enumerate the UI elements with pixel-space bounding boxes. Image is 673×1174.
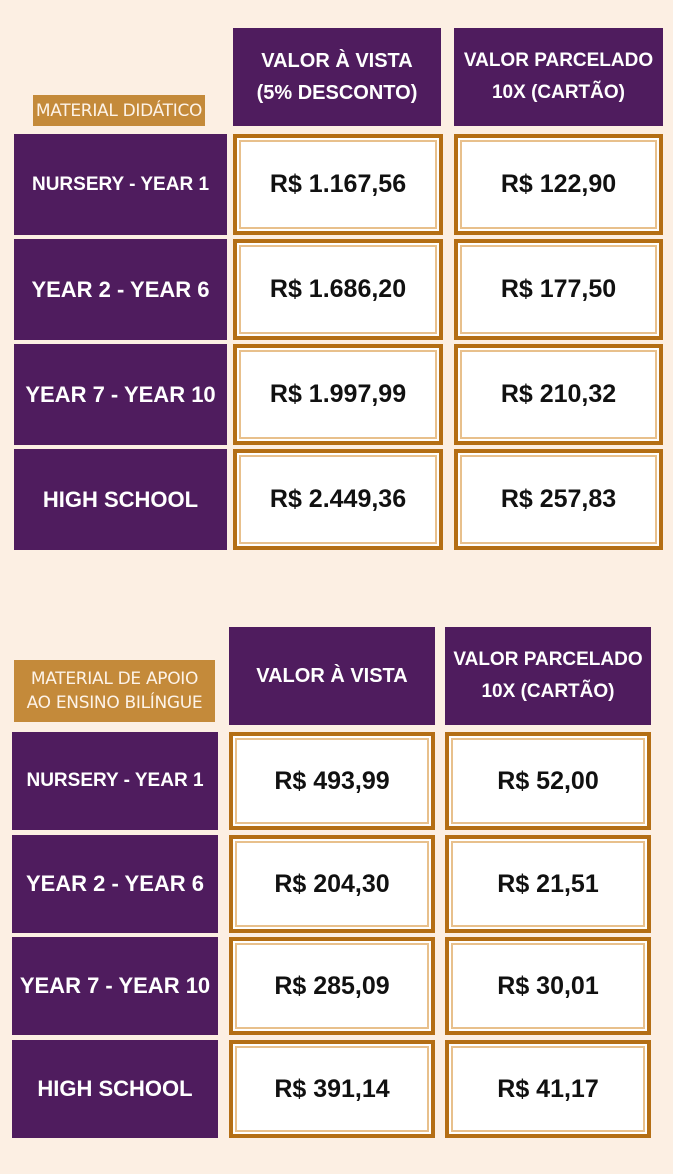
row-label-high-school: HIGH SCHOOL bbox=[14, 449, 227, 550]
header-cash-price: VALOR À VISTA (5% DESCONTO) bbox=[233, 28, 441, 126]
price-cash: R$ 1.167,56 bbox=[233, 134, 443, 235]
header-installment-price: VALOR PARCELADO 10X (CARTÃO) bbox=[445, 627, 651, 725]
price-installment: R$ 257,83 bbox=[454, 449, 663, 550]
row-label-nursery-year1: NURSERY - YEAR 1 bbox=[14, 134, 227, 235]
price-installment: R$ 122,90 bbox=[454, 134, 663, 235]
row-label-year7-year10: YEAR 7 - YEAR 10 bbox=[12, 937, 218, 1035]
section-tag-material-apoio: MATERIAL DE APOIO AO ENSINO BILÍNGUE bbox=[14, 660, 215, 722]
price-cash: R$ 1.686,20 bbox=[233, 239, 443, 340]
row-label-year2-year6: YEAR 2 - YEAR 6 bbox=[14, 239, 227, 340]
price-cash: R$ 2.449,36 bbox=[233, 449, 443, 550]
row-label-high-school: HIGH SCHOOL bbox=[12, 1040, 218, 1138]
price-installment: R$ 21,51 bbox=[445, 835, 651, 933]
section-tag-material-didatico: MATERIAL DIDÁTICO bbox=[33, 95, 205, 126]
price-cash: R$ 204,30 bbox=[229, 835, 435, 933]
row-label-nursery-year1: NURSERY - YEAR 1 bbox=[12, 732, 218, 830]
price-installment: R$ 52,00 bbox=[445, 732, 651, 830]
price-installment: R$ 30,01 bbox=[445, 937, 651, 1035]
row-label-year2-year6: YEAR 2 - YEAR 6 bbox=[12, 835, 218, 933]
price-cash: R$ 391,14 bbox=[229, 1040, 435, 1138]
price-installment: R$ 177,50 bbox=[454, 239, 663, 340]
price-installment: R$ 41,17 bbox=[445, 1040, 651, 1138]
price-installment: R$ 210,32 bbox=[454, 344, 663, 445]
header-installment-price: VALOR PARCELADO 10X (CARTÃO) bbox=[454, 28, 663, 126]
price-cash: R$ 1.997,99 bbox=[233, 344, 443, 445]
price-cash: R$ 285,09 bbox=[229, 937, 435, 1035]
header-cash-price: VALOR À VISTA bbox=[229, 627, 435, 725]
price-cash: R$ 493,99 bbox=[229, 732, 435, 830]
row-label-year7-year10: YEAR 7 - YEAR 10 bbox=[14, 344, 227, 445]
